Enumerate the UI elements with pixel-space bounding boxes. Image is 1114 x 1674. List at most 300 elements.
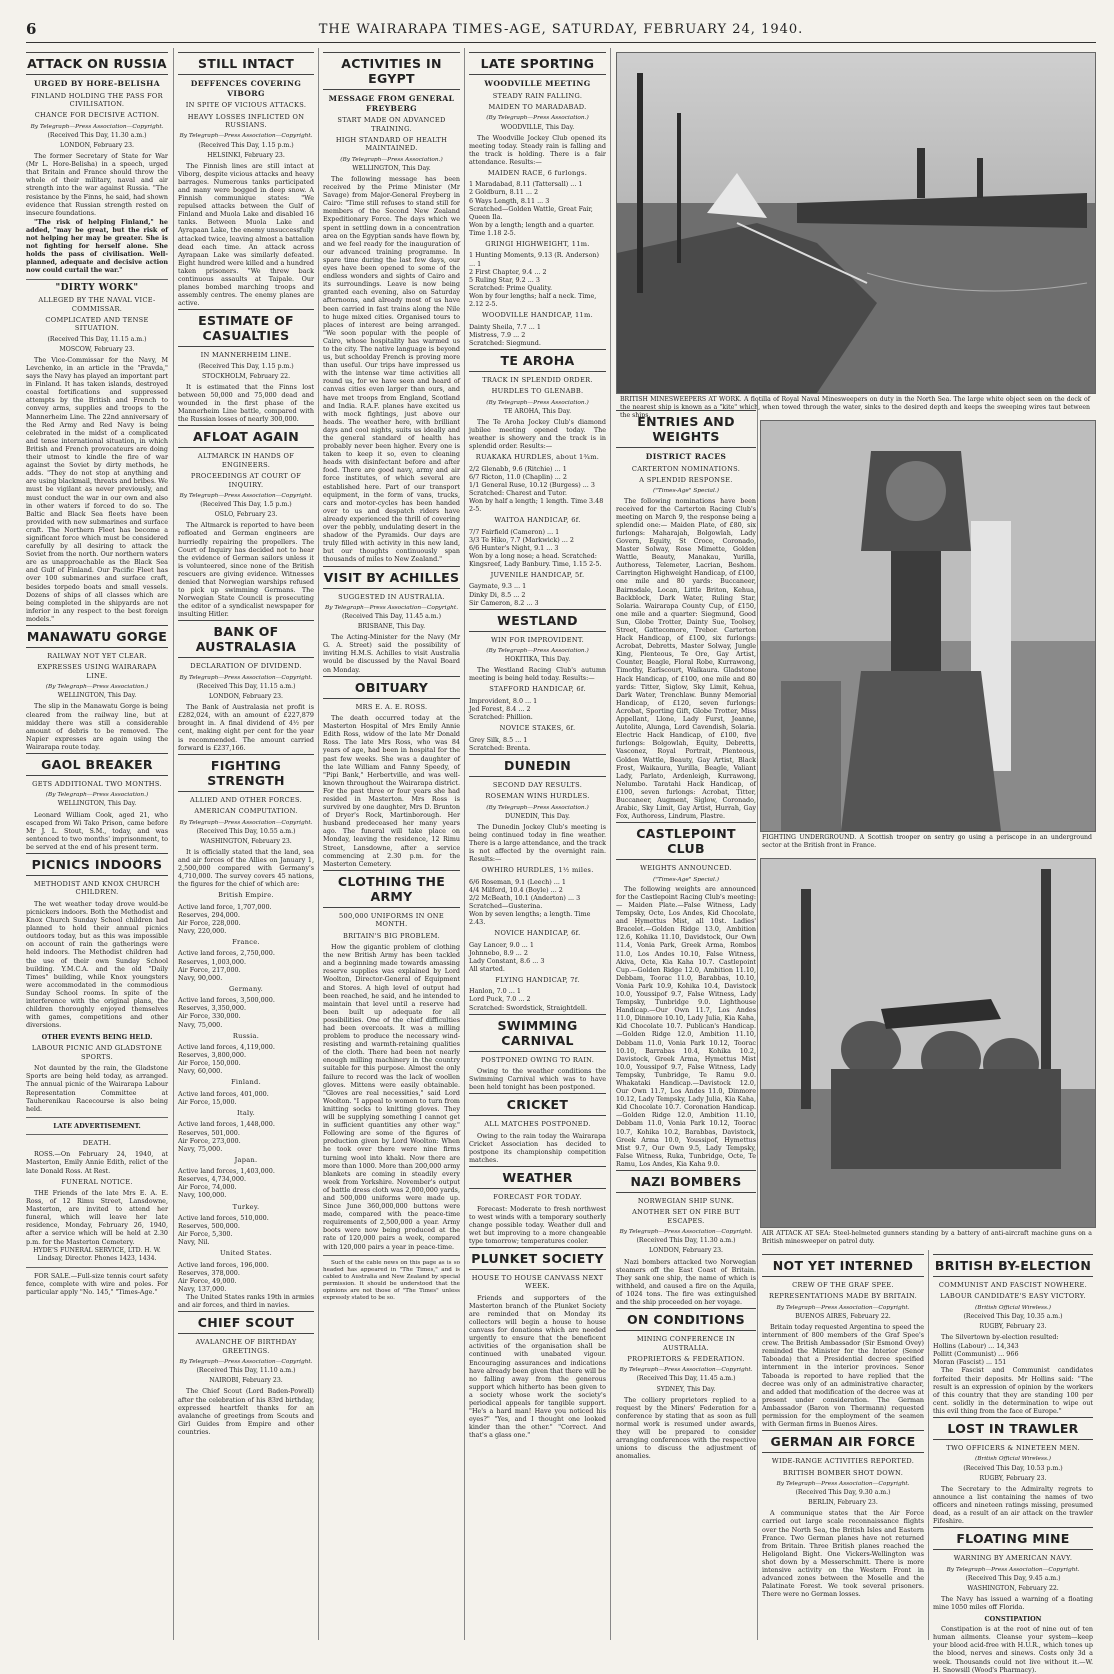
subhead: REPRESENTATIONS MADE BY BRITAIN. <box>768 1292 918 1301</box>
received-time: (Received This Day, 10.55 a.m.) <box>196 827 296 835</box>
list-item: 2 First Chapter, 9.4 ... 2 <box>469 267 547 276</box>
photo-caption-minesweepers: BRITISH MINESWEEPERS AT WORK. A flotilla of Royal Naval Minesweepers on duty in the North Sea. The large white object seen on the deck of the nearest ship is known as a "kite" which, when towed through the water, sinks to the desired depth and keeps the sweeping wires taut between the ships. <box>620 396 1090 419</box>
byline: (By Telegraph—Press Association.) <box>45 792 149 799</box>
dateline: TE AROHA, This Day. <box>503 407 572 415</box>
divider <box>26 279 168 280</box>
list-item: Reserves, 1,003,000. <box>178 957 247 966</box>
list-item: Scratched—Golden Wattle, Great Fair, Queen Ila. <box>469 204 593 221</box>
list-item: Navy, 75,000. <box>178 1144 223 1153</box>
list-item: Active land forces, 4,119,000. <box>178 1043 275 1052</box>
column-rule <box>464 48 465 1640</box>
list-item: Scratched—Gusterina. <box>469 901 543 910</box>
received-time: (Received This Day, 10.35 a.m.) <box>963 1312 1063 1320</box>
subhead: START MADE ON ADVANCED TRAINING. <box>337 116 446 133</box>
list-subheading: OWHIRO HURDLES, 1½ miles. <box>481 866 594 875</box>
subhead: AVALANCHE OF BIRTHDAY GREETINGS. <box>195 1338 297 1355</box>
subhead: HURDLES TO GLENABB. <box>491 387 584 396</box>
headline-on-conditions: ON CONDITIONS <box>616 1308 756 1331</box>
subhead: FINLAND HOLDING THE PASS FOR CIVILISATION. <box>31 91 163 108</box>
headline-german-air-force: GERMAN AIR FORCE <box>762 1430 924 1453</box>
byline: ("Times-Age" Special.) <box>653 876 719 883</box>
dateline: WELLINGTON, This Day. <box>352 164 431 172</box>
received-time: (Received This Day, 11.15 a.m.) <box>47 335 147 343</box>
subhead: PROCEEDINGS AT COURT OF INQUIRY. <box>190 472 302 489</box>
article-body: Owing to the weather conditions the Swimming Carnival which was to have been held tonight has been postponed. <box>469 1067 606 1092</box>
death-notice-heading: DEATH. <box>82 1138 112 1147</box>
dateline: OSLO, February 23. <box>214 511 278 519</box>
received-time: (Received This Day, 9.45 a.m.) <box>965 1574 1061 1582</box>
article-body: The following message has been received by the Prime Minister (Mr Savage) from Major-General Freyberg in Cairo: "Time still refuses to stand still for members of the Second New Zealand Expeditionary Force. The days which we spent in settling down in a concentration area on the Egyptian sands have flown by, and we feel ready for the inauguration of our advanced training programme. In spare time during the last few days, our eyes have been opened to some of the endless wonders and sights of Cairo and its surroundings. Leave is now being granted each evening, also on Saturday afternoons, and already most of us have been carried in fast trains along the Nile to huge mixed cities. Organised tours to places of interest are being arranged. "We soon popular with the people of Cairo, whose hospitality has warmed us to the city. The native language is beyond us, but schoolday French is proving more than useful. Our trips have impressed us with the intense war time activities all round us, for we have seen and heard of canvas cities even larger than ours, and have met troops from England, Scotland and India. R.A.F. planes have excited us with mock fightings, just above our heads. The weather here, with brilliant days and cool nights, suits us ideally and the general standard of health has probably never been higher. Every one is taken to keep it so, even to cleaning heads with disinfectant before and after food. There are good navy, army and air force institutes, of which several are established here. Part of our transport equipment, in the form of vans, trucks, cars and motor-cycles has been handed over to us and despatch riders have already experienced the thrill of covering over the pebbly, undulating desert in the shadow of the Pyramids. Our days are truly filled with activity in this new land, but our thoughts continuously span thousands of miles to New Zealand." <box>323 175 460 564</box>
column-rule <box>173 48 174 1640</box>
dateline: SYDNEY, This Day. <box>656 1385 716 1393</box>
subhead: COMPLICATED AND TENSE SITUATION. <box>45 315 149 333</box>
headline-clothing-the-army: CLOTHING THE ARMY <box>323 870 460 908</box>
list-item: Lady Constant, 8.6 ... 3 <box>469 956 545 965</box>
cable-footnote: Such of the cable news on this page as is so headed has appeared in "The Times," and is cabled to Australia and New Zealand by special permission. It should be understood that the opinions are not those of "The Times" unless expressly stated to be so. <box>323 1259 460 1301</box>
list-item: Reserves, 294,000. <box>178 910 240 919</box>
article-body: The Acting-Minister for the Navy (Mr G. A. Street) said the possibility of inviting H.M.S. Achilles to visit Australia would be discussed by the Naval Board on Monday. <box>323 633 460 674</box>
list-item: Johnnebo, 8.9 ... 2 <box>469 948 528 957</box>
received-time: (Received This Day, 11.15 a.m.) <box>196 682 296 690</box>
subhead: NORWEGIAN SHIP SUNK. <box>637 1197 735 1206</box>
dateline: LONDON, February 23. <box>208 693 284 701</box>
byline: (British Official Wireless.) <box>974 1304 1052 1311</box>
byline: (By Telegraph—Press Association.) <box>486 115 589 122</box>
list-subheading: FLYING HANDICAP, 7f. <box>495 975 580 984</box>
article-body: It is officially stated that the land, sea and air forces of the Allies on January 1, 2,500,000 compared with Germany's 4,710,000. The survey covers 45 nations, the figures for the chief of which are: <box>178 847 314 889</box>
received-time: (Received This Day, 11.10 a.m.) <box>196 1367 296 1375</box>
article-body: Not daunted by the rain, the Gladstone Sports are being held today, as arranged. The annual picnic of the Wairarapa Labour Representation Committee at Tauherenikau Racecourse is also being held. <box>26 1064 168 1113</box>
article-body: Owing to the rain today the Wairarapa Cricket Association has decided to postpone its championship competition matches. <box>469 1131 606 1165</box>
list-subheading: MAIDEN RACE, 6 furlongs. <box>487 168 588 177</box>
dateline: WOODVILLE, This Day. <box>500 123 575 131</box>
byline: By Telegraph—Press Association—Copyright. <box>776 1481 910 1488</box>
funeral-firm: HYDE'S FUNERAL SERVICE, LTD. H. W. Lindsay, Director. Phones 1423, 1434. <box>33 1246 161 1262</box>
subhead: RAILWAY NOT YET CLEAR. <box>47 652 147 660</box>
dateline: RUGBY, February 23. <box>979 1323 1047 1330</box>
received-time: (Received This Day, 9.30 a.m.) <box>795 1489 891 1497</box>
list-item: 6/6 Roseman, 9.1 (Leech) ... 1 <box>469 877 566 886</box>
list-item: 1 Maradabad, 8.11 (Tattersall) ... 1 <box>469 180 583 189</box>
list-item: Active land forces, 3,500,000. <box>178 996 275 1005</box>
list-item: Moran (Fascist) ... 151 <box>933 1358 1007 1367</box>
subhead: FORECAST FOR TODAY. <box>493 1193 582 1202</box>
divider <box>323 1255 460 1256</box>
headline-bank-of-australasia: BANK OF AUSTRALASIA <box>178 620 314 658</box>
headline-swimming-carnival: SWIMMING CARNIVAL <box>469 1014 606 1052</box>
byline: By Telegraph—Press Association—Copyright. <box>179 1359 313 1366</box>
list-subheading: British Empire. <box>218 891 274 900</box>
headline-afloat-again: AFLOAT AGAIN <box>178 425 314 448</box>
list-item: 1 Hunting Moments, 9.13 (R. Anderson) ... 1 <box>469 251 600 268</box>
subhead: TWO OFFICERS & NINETEEN MEN. <box>946 1444 1080 1453</box>
list-item: Reserves, 4,734,000. <box>178 1175 247 1184</box>
list-item: Hollins (Labour) ... 14,343 <box>933 1342 1019 1351</box>
headline-dunedin: DUNEDIN <box>469 754 606 777</box>
list-subheading: France. <box>232 938 260 947</box>
list-item: Lord Puck, 7.0 ... 2 <box>469 995 531 1004</box>
headline-not-yet-interned: NOT YET INTERNED <box>762 1254 924 1277</box>
list-subheading: GRINGI HIGHWEIGHT, 11m. <box>485 240 590 249</box>
byline: By Telegraph—Press Association—Copyright. <box>619 1367 753 1374</box>
funeral-notice-heading: FUNERAL NOTICE. <box>61 1177 133 1186</box>
subhead: CREW OF THE GRAF SPEE. <box>792 1281 894 1289</box>
dateline: WELLINGTON, This Day. <box>57 800 137 808</box>
race-results <box>469 453 606 607</box>
dateline: NAIROBI, February 23. <box>209 1377 283 1385</box>
subhead: HEAVY LOSSES INFLICTED ON RUSSIANS. <box>187 112 305 129</box>
list-item: Scratched: Swordstick, Straightdell. <box>469 1003 588 1012</box>
headline-nazi-bombers: NAZI BOMBERS <box>616 1170 756 1193</box>
article-body: The Silvertown by-election resulted: <box>941 1333 1059 1342</box>
race-results <box>469 866 606 1011</box>
list-item: Won by four lengths; half a neck. Time, 2.12 2-5. <box>469 291 597 308</box>
list-item: Navy, 220,000. <box>178 926 227 935</box>
list-item: Gaymate, 9.3 ... 1 <box>469 582 527 591</box>
headline-cricket: CRICKET <box>469 1093 606 1116</box>
headline-entries-and-weights: ENTRIES AND WEIGHTS <box>616 410 756 448</box>
subhead: GETS ADDITIONAL TWO MONTHS. <box>32 779 162 788</box>
headline-plunket-society: PLUNKET SOCIETY <box>469 1247 606 1270</box>
article-body: The Vice-Commissar for the Navy, M Levchenko, in an article in the "Pravda," says the Navy has played an important part in Finland. It has taken islands, destroyed coastal fortifications and suppressed attempts by the British and French to convey arms, supplies and troops to the Mannerheim Line. The 22nd anniversary of the Red Army and Red Navy is being celebrated in the midst of a complicated and tense international situation, in which British and French provocateurs are doing their utmost to kindle the fire of war against the Soviet by dirty methods, he adds. "They do not stop at anything and are using blackmail, threats and bribes. We must be vigilant as never previously, and must conduct the war in our own and also in other waters if forced to do so. The Baltic and Black Sea fleets have been provided with new submarines and surface craft. The Northern Fleet has become a significant force which must be considered carefully by all desiring to attack the Soviet from the north. Our northern waters are as unapproachable as the Black Sea and Gulf of Finland. Our Pacific Fleet has over 100 submarines and surface craft, besides torpedo boats and small vessels. Dozens of ships of all classes which are being completed in the shipyards are not inferior in any respect to the best foreign models." <box>26 355 168 623</box>
list-item: 1/1 General Ruse, 10.12 (Burgess) ... 3 <box>469 480 595 489</box>
subhead: TRACK IN SPLENDID ORDER. <box>482 375 593 384</box>
list-item: Air Force, 217,000. <box>178 965 241 974</box>
dateline: BRISBANE, This Day. <box>357 623 426 631</box>
article-body: The Woodville Jockey Club opened its meeting today. Steady rain is falling and the track is holding. There is a fair attendance. Results:— <box>469 133 606 166</box>
article-body: The slip in the Manawatu Gorge is being cleared from the railway line, but at midday there was still a considerable amount of debris to be removed. The Napier expresses are again using the Wairarapa route today. <box>26 702 168 751</box>
list-item: Won by seven lengths; a length. Time 2.43. <box>469 910 591 927</box>
subhead: IN MANNERHEIM LINE. <box>200 351 292 360</box>
list-item: Air Force, 49,000. <box>178 1276 237 1285</box>
subhead: WEIGHTS ANNOUNCED. <box>640 864 732 873</box>
photo-caption-fighting-underground: FIGHTING UNDERGROUND. A Scottish trooper on sentry go using a periscope in an underground sector at the British front in France. <box>762 834 1092 849</box>
race-results <box>469 169 606 347</box>
byline: (By Telegraph—Press Association.) <box>340 156 443 163</box>
list-item: Active land forces, 510,000. <box>178 1213 269 1222</box>
subhead: DISTRICT RACES <box>645 452 727 461</box>
subhead: HOUSE TO HOUSE CANVASS NEXT WEEK. <box>471 1274 604 1291</box>
list-item: Air Force, 228,000. <box>178 918 241 927</box>
article-body: Britain today requested Argentina to speed the internment of 800 members of the Graf Spee's crew. The British Ambassador (Sir Esmond Ovey) reminded the Minister for the Interior (Senor Taboada) that a Presidential decree specified internment in the interior provinces. Senor Taboada is reported to have replied that the decree was only of an administrative character, and added that modification of the decree was at present under consideration. The German Ambassador (Baron von Thermann) requested permission for the employment of the seamen with German firms in Buenos Aires. <box>762 1323 924 1429</box>
list-item: 7/7 Fairfield (Cameron) ... 1 <box>469 527 560 536</box>
masthead <box>26 20 1096 43</box>
subhead: CHANCE FOR DECISIVE ACTION. <box>34 111 160 120</box>
article-body: The United States ranks 19th in armies and air forces, and third in navies. <box>178 1293 314 1310</box>
byline: (By Telegraph—Press Association.) <box>486 648 589 655</box>
divider <box>26 1134 168 1135</box>
subhead: ALLEGED BY THE NAVAL VICE-COMMISSAR. <box>38 296 156 313</box>
subhead: LABOUR PICNIC AND GLADSTONE SPORTS. <box>31 1044 163 1061</box>
list-item: 2 Goldburn, 8.11 ... 2 <box>469 188 539 197</box>
subhead: METHODIST AND KNOX CHURCH CHILDREN. <box>33 880 161 897</box>
article-body: Friends and supporters of the Masterton branch of the Plunket Society are reminded that on Monday its collectors will begin a house to house canvass for donations which are needed urgently to ensure that the beneficent activities of the organisation shall be continued with unabated vigour. Encouraging assurances and indications have already been given that there will be no falling away from the generous support which hitherto has been given to a society whose work the society's periodical appeals for tangible support. "He's a hard man! Have you noticed his eyes?" "Yes, and I thought one looked kinder than the other." "Correct. And that's a glass one." <box>469 1293 606 1440</box>
list-subheading: RUAKAKA HURDLES, about 1¾m. <box>475 453 600 462</box>
dateline: WASHINGTON, February 23. <box>200 837 292 845</box>
headline-obituary: OBITUARY <box>323 676 460 699</box>
subhead: STEADY RAIN FALLING. <box>492 91 583 100</box>
list-item: Scratched: Phillion. <box>469 713 533 722</box>
dateline: STOCKHOLM, February 22. <box>201 372 291 380</box>
list-item: Scratched: Charest and Tutor. <box>469 488 567 497</box>
headline-floating-mine: FLOATING MINE <box>933 1527 1093 1550</box>
subhead: WIDE-RANGE ACTIVITIES REPORTED. <box>771 1457 915 1466</box>
subhead: WARNING BY AMERICAN NAVY. <box>953 1554 1073 1563</box>
list-item: Active land forces, 401,000. <box>178 1089 269 1098</box>
list-subheading: Russia. <box>232 1031 260 1040</box>
subhead: CARTERTON NOMINATIONS. <box>631 464 741 473</box>
article-body: The Fascist and Communist candidates forfeited their deposits. Mr Hollins said: "The result is an expression of opinion by the workers of this country that they are standing 100 per cent. solidly in the determination to wipe out this evil thing from the face of Europe." <box>933 1366 1093 1415</box>
headline-picnics-indoors: PICNICS INDOORS <box>26 853 168 876</box>
headline-british-by-election: BRITISH BY-ELECTION <box>933 1254 1093 1277</box>
article-body: How the gigantic problem of clothing the new British Army has been tackled and a beginning made towards amassing reserve supplies was explained by Lord Woolton, Director-General of Equipment and Stores. A high level of output had been reached, he said, and he intended to maintain that level until a reserve had been built up adequate for all possibilities. One of the chief difficulties had been overcoats. It was a milling problem to produce the necessary wind-resisting and warmth-retaining qualities of the cloth. There had been not nearly enough milling machinery in the country suitable for this purpose. Almost the only failure to record was the lack of woollen gloves. Mittens were easily obtainable. "Gloves are real necessities," said Lord Woolton. "I appeal to women to turn from knitting socks to knitting gloves. They will be supplying something I cannot get in sufficient quantities any other way." Following are some of the figures of production given by Lord Woolton: When he took over there were nine firms turning wool into khaki. Now there are more than 1000. More than 200,000 army blankets are coming in steadily every week from Yorkshire. November's output of battle dress cloth was 2,000,000 yards, and 500,000 uniforms were made up. Since June 360,000,000 buttons were made, compared with the peace-time requirements of 2,500,000 a year. Army boots were now being produced at the rate of 120,000 pairs a week, compared with 120,000 pairs a year in peace-time. <box>323 943 460 1251</box>
subhead: ANOTHER SET ON FIRE BUT ESCAPES. <box>632 1208 740 1225</box>
list-item: Navy, 90,000. <box>178 973 223 982</box>
received-time: (Received This Day, 11.30 a.m.) <box>636 1237 736 1245</box>
column-2 <box>178 50 314 1640</box>
headline-lost-in-trawler: LOST IN TRAWLER <box>933 1417 1093 1440</box>
masthead-title: THE WAIRARAPA TIMES-AGE, SATURDAY, FEBRUARY 24, 1940. <box>318 22 804 37</box>
article-body: The Westland Racing Club's autumn meeting is being held today. Results:— <box>469 666 606 683</box>
received-time: (Received This Day, 1.5 p.m.) <box>200 501 292 509</box>
headline-fighting-strength: FIGHTING STRENGTH <box>178 754 314 792</box>
list-item: Dainty Sheila, 7.7 ... 1 <box>469 322 541 331</box>
dateline: DUNEDIN, This Day. <box>505 812 570 820</box>
photo-caption-air-attack: AIR ATTACK AT SEA: Steel-helmeted gunners standing by a battery of anti-aircraft machine guns on a British minesweeper on patrol duty. <box>762 1230 1092 1245</box>
column-4 <box>469 50 606 1640</box>
byline: By Telegraph—Press Association—Copyright. <box>619 1229 753 1236</box>
list-item: Reserves, 500,000. <box>178 1222 240 1231</box>
list-item: 6/7 Ricton, 11.0 (Chaplin) ... 2 <box>469 472 567 481</box>
subhead: MESSAGE FROM GENERAL FREYBERG <box>328 94 455 113</box>
list-item: Grey Silk, 8.5 ... 1 <box>469 735 528 744</box>
column-3 <box>323 50 460 1640</box>
list-item: Active land forces, 2,750,000. <box>178 949 275 958</box>
headline-gaol-breaker: GAOL BREAKER <box>26 753 168 776</box>
column-rule <box>757 400 758 1640</box>
received-time: (Received This Day, 11.30 a.m.) <box>47 131 147 139</box>
dateline: LONDON, February 23. <box>648 1247 724 1255</box>
photo-fighting-underground <box>760 420 1096 832</box>
article-body: The death occurred today at the Masterton Hospital of Mrs Emily Annie Edith Ross, widow of the late Mr Donald Ross. The late Mrs Ross, who was 84 years of age, had been in hospital for the past few weeks. She was a daughter of the late William and Fanny Speedy, of "Pipi Bank," Herbertville, and was well-known throughout the Wairarapa district. For the past three or four years she had resided in Masterton. Mrs Ross is survived by one daughter, Mrs D. Brunton of Dryer's Rock, Martinborough. Her husband predeceased her many years ago. The funeral will take place on Monday, leaving the residence, 12 Rimu Street, Lansdowne, after a service commencing at 2.30 p.m. for the Masterton Cemetery. <box>323 714 460 868</box>
list-item: Reserves, 3,350,000. <box>178 1004 247 1013</box>
list-item: Scratched: Brenta. <box>469 743 531 752</box>
subhead: WIN FOR IMPROVIDENT. <box>490 635 585 644</box>
list-item: Air Force, 150,000. <box>178 1059 241 1068</box>
article-body: The Finnish lines are still intact at Viborg, despite vicious attacks and heavy barrages. Numerous tanks participated and many were bogged in deep snow. A Finnish communique states: "We repulsed attacks between the Gulf of Finland and Muola Lake and disabled 16 tanks. Between Muola Lake and Ayrapaan Lake, the enemy unsuccessfully attacked twice, leaving almost a battalion dead each time. An attack across Ayrapaan Lake was similarly defeated. Eight hundred were killed and a hundred taken prisoners. "We threw back continuous assaults at Taipale. Our planes bombed marching troops and assembly centres. The enemy planes are active. <box>178 161 314 308</box>
byline: By Telegraph—Press Association—Copyright. <box>179 493 313 500</box>
list-subheading: Italy. <box>236 1109 256 1117</box>
subhead: ROSEMAN WINS HURDLES. <box>485 792 590 801</box>
article-body: The colliery proprietors replied to a request by the Miners' Federation for a conference by stating that as soon as full normal work is resumed under awards, they will be prepared to consider arranging conferences with the respective unions to discuss the adjustment of anomalies. <box>616 1395 756 1461</box>
byline: (British Official Wireless.) <box>974 1456 1052 1463</box>
list-item: Navy, 137,000. <box>178 1285 227 1294</box>
list-item: 6 Ways Length, 8.11 ... 3 <box>469 196 550 205</box>
dateline: WELLINGTON, This Day. <box>57 692 137 700</box>
subhead: DEFFENCES COVERING VIBORG <box>190 79 302 98</box>
column-rule <box>928 1250 929 1640</box>
column-6b <box>933 1252 1093 1674</box>
article-body: Nazi bombers attacked two Norwegian steamers off the East Coast of Britain. They sank one ship, the name of which is withheld, and caused a fire on the Aquila, of 1024 tons. The fire was extinguished and the ship proceeded on her voyage. <box>616 1257 756 1306</box>
page-number: 6 <box>26 20 38 38</box>
subhead: SUGGESTED IN AUSTRALIA. <box>338 592 445 601</box>
subhead: POSTPONED OWING TO RAIN. <box>480 1055 595 1064</box>
list-item: Won by a length; length and a quarter. Time 1.18 2-5. <box>469 220 595 237</box>
subhead: A SPLENDID RESPONSE. <box>639 476 733 484</box>
list-item: Navy, Nil. <box>178 1238 210 1247</box>
list-item: Mistress, 7.9 ... 2 <box>469 330 526 339</box>
article-body: A communique states that the Air Force carried out large scale reconnaissance flights over the North Sea, the British Isles and Eastern France. Two German planes have not returned from Britain. Three British planes reached the Heligoland Bight. One Vickers-Wellington was shot down by a Messerschmitt. There is more intensive activity on the Western Front in advanced zones between the Moselle and the Palatinate Forest. We took several prisoners. There were no German losses. <box>762 1509 924 1599</box>
column-rule <box>610 48 611 1640</box>
byline: By Telegraph—Press Association—Copyright. <box>946 1566 1080 1573</box>
list-item: Scratched: Siegmund. <box>469 338 541 347</box>
byline: (By Telegraph—Press Association.) <box>45 684 149 691</box>
funeral-notice: THE Friends of the late Mrs E. A. E. Ross, of 12 Rimu Street, Lansdowne, Masterton, are invited to attend her funeral, which will leave her late residence, Monday, February 26, 1940, after a service which will be held at 2.30 p.m. for the Masterton Cemetery. <box>26 1189 168 1246</box>
list-item: Air Force, 330,000. <box>178 1012 241 1021</box>
list-item: Pollitt (Communist) ... 966 <box>933 1350 1019 1359</box>
article-body: The former Secretary of State for War (Mr L. Hore-Belisha) in a speech, urged that Britain and France should throw the whole of their military, naval and air strength into the war against Russia. "The resistance by the Finns, he said, had shown evidence that Russian strength rested on insecure foundations. <box>26 152 168 217</box>
list-subheading: Finland. <box>231 1078 261 1087</box>
article-body: The following weights are announced for the Castlepoint Racing Club's meeting:— Maiden Plate.—False Witness, Lady Tempsky, Octe, Los Andes, Kid Chocolate, and Hymettus Mist, all 10st. Ladies' Bracelet.—Golden Ridge 13.0, Ambition 12.6, Kohika 11.10, Davidstock, Our Own 11.4, Vonia Park, Greek Arma, Rombos 11.0, Los Andes 10.10, False Witness, Akiva, Octe, Kia Kaha 10.7. Castlepoint Cup.—Golden Ridge 12.0, Ambition 11.10, Debbam, Toorac 11.0, Barabbas, 10.10, Vonia Park 10.9, Kohika 10.4, Davistock 10.0, Youssipof 9.7, False Witness, Lady Tempsky, Tunbridge 9.0. Lighthouse Handicap.—Our Own 11.7, Los Andes 11.0, Dinmore 10.10, Lady Julia, Kia Kaha, Kid Chocolate 10.7. Publican's Handicap.—Golden Ridge 12.0, Ambition 11.10, Debbam 11.0, Vonia Park 10.12, Toorac 10.10, Barrabas 10.4, Kohika 10.2, Davistock, Greek Arma, Hymettus Mist 10.0, Youssipof 9.7, False Witness, Lady Tempsky, Tunbridge, Te Ramu 9.0. Whakataki Handicap.—Davistock 12.0, Our Own 11.7, Los Andes 11.0, Dinmore 10.12, Lady Tempsky, Lady Julia, Kia Kaha, Kid Chocolate 10.7. Coronation Handicap.—Golden Ridge 12.0, Ambition 11.10, Debbam 11.0, Vonia Park 10.12, Toorac 10.7, Kohika 10.2, Barabbas, Davistock, Greek Arma 10.0, Youssipof, Hymettus Mist 9.7, Our Own 9.5, Lady Tempsky, False Witness, Ruka, Tunbridge, Octe, Te Ramu, Los Andes, Kia Kaha 9.0. <box>616 884 756 1168</box>
received-time: (Received This Day, 11.45 a.m.) <box>636 1375 736 1383</box>
subhead: HIGH STANDARD OF HEALTH MAINTAINED. <box>335 136 448 153</box>
list-item: Hanlon, 7.0 ... 1 <box>469 987 521 996</box>
list-item: Reserves, 501,000. <box>178 1128 240 1137</box>
article-body: It is estimated that the Finns lost between 50,000 and 75,000 dead and wounded in the first phase of the Mannerheim Line battle, compared with the Russian losses of nearly 300,000. <box>178 382 314 424</box>
list-item: Active land forces, 1,403,000. <box>178 1167 275 1176</box>
article-body: The Secretary to the Admiralty regrets to announce a list containing the names of two officers and nineteen ratings missing, presumed dead, as a result of an air attack on the trawler Fifeshire. <box>933 1484 1093 1526</box>
byline: By Telegraph—Press Association—Copyright. <box>30 123 164 130</box>
received-time: (Received This Day, 10.53 p.m.) <box>963 1464 1063 1472</box>
article-body: The Te Aroha Jockey Club's diamond jubilee meeting opened today. The weather is showery and the track is in splendid order. Results:— <box>469 417 606 451</box>
list-item: Improvident, 8.0 ... 1 <box>469 696 538 705</box>
dateline: WASHINGTON, February 22. <box>967 1584 1059 1592</box>
dateline: HELSINKI, February 23. <box>207 151 285 159</box>
headline-estimate-of-casualties: ESTIMATE OF CASUALTIES <box>178 309 314 347</box>
headline-late-sporting: LATE SPORTING <box>469 52 606 75</box>
received-time: (Received This Day, 1.15 p.m.) <box>198 141 294 149</box>
list-item: Air Force, 15,000. <box>178 1097 237 1106</box>
byline: By Telegraph—Press Association—Copyright. <box>179 674 313 681</box>
list-item: 2/2 McBeath, 10.1 (Anderton) ... 3 <box>469 893 581 902</box>
subhead: IN SPITE OF VICIOUS ATTACKS. <box>185 101 307 110</box>
byline: By Telegraph—Press Association—Copyright. <box>179 819 313 826</box>
election-results <box>933 1342 1093 1366</box>
list-item: Air Force, 273,000. <box>178 1136 241 1145</box>
dateline: BERLIN, February 23. <box>808 1499 878 1507</box>
byline: By Telegraph—Press Association—Copyright. <box>776 1304 910 1311</box>
list-item: Scratched: Prime Quality. <box>469 283 553 292</box>
subhead: BRITAIN'S BIG PROBLEM. <box>342 931 441 940</box>
divider <box>26 1267 168 1268</box>
byline: ("Times-Age" Special.) <box>653 488 719 495</box>
forces-list <box>178 891 314 1293</box>
headline-te-aroha: TE AROHA <box>469 349 606 372</box>
divider <box>26 1117 168 1118</box>
classified-ad: FOR SALE.—Full-size tennis court safety fence, complete with wire and poles. For particular apply "No. 145," "Times-Age." <box>26 1271 168 1297</box>
list-item: Reserves, 3,800,000. <box>178 1051 247 1060</box>
subhead: LABOUR CANDIDATE'S EASY VICTORY. <box>940 1292 1086 1301</box>
subhead: AMERICAN COMPUTATION. <box>194 807 298 816</box>
list-item: Air Force, 74,000. <box>178 1183 237 1192</box>
headline-activities-in-egypt: ACTIVITIES IN EGYPT <box>323 52 460 90</box>
subhead: DECLARATION OF DIVIDEND. <box>190 662 302 671</box>
headline-castlepoint-club: CASTLEPOINT CLUB <box>616 822 756 860</box>
article-body: The following nominations have been received for the Carterton Racing Club's meeting on March 9, the response being a splendid one:— Maiden Plate, of £80, six furlongs: Maharajah, Bolgowlah, Lady Govern, Equity, St Croce, Coronado, Master Solway, Rose Mimette, Golden Wattle, Beauty, Manakau, Yurilla, Authoress, Telemeter, Lacrian, Beshom. Carrington Highweight Handicap, of £100, one mile and 80 yards: Buccaneer, Bairnsdale, Locan, Little Briton, Kehua, Backblock, Dark Water, Ruling Star, Solaria. Wairarapa County Cup, of £150, one mile and a quarter: Siegmund, Good Sun, Globe Trotter, Dainty Sue, Toolsey, Street, Gattecomore, Trebor. Carterton Hack Handicap, of £100, six furlongs: Acrobat, Debretts, Master Solway, Jungle King, Plenteous, Te Ore, Gay Artist, Counter, Beagle, Floral Robe, Kurrawong, Timothy, Earlscourt, Walkaura. Gladstone Hack Handicap, of £100, one mile and 80 yards: Titter, Siglow, Sky Limit, Kehua, Dark Water, Trenchlaw. Bunny Memorial Handicap, of £120, seven furlongs: Acrobat, Sporting Gift, Globe Trotter, Miss Appellant, Llone, Lady Furst, Jeanne, Autolite, Alunga, Lord Cavendish, Solaria. Electric Hack Handicap, of £100, five furlongs: Bolgowlah, Equity, Debretts, Vasconez, Royal Portrait, Plenteous, Golden Wattle, Beauty, Gay Artist, Black Frost, Waikaura, Yurilla, Beagle, Valiant Lady, Parlato, Ardenleigh, Kurrawong, Nelumbo. Taratahi Hack Handicap, of £100, seven furlongs: Acrobat, Titter, Buccaneer, Augment, Siglow, Coronado, Arabic, Sky Limit, Gay Artist, Hurrah, Gay Fox, Authoress, Lindrum, Plastre. <box>616 496 756 821</box>
article-body: Leonard William Cook, aged 21, who escaped from Wi Tako Prison, came before Mr J. L. Stout, S.M., today, and was sentenced to two months' imprisonment, to be served at the end of his present term. <box>26 810 168 851</box>
headline-westland: WESTLAND <box>469 609 606 632</box>
dateline: BUENOS AIRES, February 22. <box>795 1312 891 1320</box>
list-item: Gay Lancer, 9.0 ... 1 <box>469 940 534 949</box>
list-item: Active land force, 1,707,000. <box>178 902 272 911</box>
subhead: WOODVILLE MEETING <box>484 79 591 88</box>
list-item: Navy, 60,000. <box>178 1067 223 1076</box>
list-item: All started. <box>469 964 505 973</box>
list-item: Jed Forest, 8.4 ... 2 <box>469 704 531 713</box>
late-advertisement-heading: LATE ADVERTISEMENT. <box>53 1121 141 1130</box>
list-item: Reserves, 378,000. <box>178 1268 240 1277</box>
article-body: The Dunedin Jockey Club's meeting is being continued today in fine weather. There is a large attendance, and the track is not affected by the overnight rain. Results:— <box>469 822 606 864</box>
advertisement-heading: CONSTIPATION <box>984 1615 1042 1624</box>
subhead: COMMUNIST AND FASCIST NOWHERE. <box>938 1281 1088 1289</box>
subhead: ALTMARCK IN HANDS OF ENGINEERS. <box>197 452 295 469</box>
list-item: Navy, 75,000. <box>178 1020 223 1029</box>
list-subheading: Turkey. <box>232 1202 260 1211</box>
column-1 <box>26 50 168 1640</box>
article-body: The Bank of Australasia net profit is £282,024, with an amount of £227,879 brought in. A final dividend of 4½ per cent, making eight per cent for the year is recommended. The amount carried forward is £237,166. <box>178 703 314 752</box>
list-item: Won by a long nose; a head. Scratched: Kingsreef, Lady Banbury. Time, 1.15 2-5. <box>469 551 602 568</box>
subhead: MINING CONFERENCE IN AUSTRALIA. <box>636 1335 736 1352</box>
list-item: Sir Cameron, 8.2 ... 3 <box>469 598 539 607</box>
list-subheading: WOODVILLE HANDICAP, 11m. <box>481 311 593 320</box>
headline-manawatu-gorge: MANAWATU GORGE <box>26 625 168 648</box>
photo-air-attack-at-sea <box>760 858 1096 1228</box>
article-body: The Navy has issued a warning of a floating mine 1050 miles off Florida. <box>933 1594 1093 1611</box>
article-body: "The risk of helping Finland," he added, "may be great, but the risk of not helping her may be greater. She is not fighting for herself alone. She holds the pass of civilisation. Well-planned, adequate and decisive action now could curtail the war." <box>26 217 168 275</box>
headline-chief-scout: CHIEF SCOUT <box>178 1311 314 1334</box>
subhead: OTHER EVENTS BEING HELD. <box>41 1033 153 1042</box>
list-item: Won by half a length; 1 length. Time 3.48 2-5. <box>469 496 604 514</box>
subhead: ALL MATCHES POSTPONED. <box>484 1120 591 1129</box>
article-body: The Chief Scout (Lord Baden-Powell) after the celebration of his 83rd birthday, expressed heartfelt thanks for an avalanche of greetings from Scouts and Girl Guides from Empire and other countries. <box>178 1387 314 1436</box>
headline-dirty-work: "DIRTY WORK" <box>55 282 139 293</box>
list-subheading: JUVENILE HANDICAP, 5f. <box>490 571 585 579</box>
subhead: SECOND DAY RESULTS. <box>492 780 583 789</box>
subhead: 500,000 UNIFORMS IN ONE MONTH. <box>339 911 444 929</box>
received-time: (Received This Day, 1.15 p.m.) <box>198 362 294 370</box>
byline: By Telegraph—Press Association—Copyright. <box>179 133 313 140</box>
byline: (By Telegraph—Press Association.) <box>486 804 589 811</box>
list-item: 2/2 Glenabb, 9.6 (Ritchie) ... 1 <box>469 464 567 473</box>
dateline: MOSCOW, February 23. <box>59 345 135 353</box>
advertisement: Constipation is at the root of nine out of ten human ailments. Cleanse your system—keep your blood acid-free with H.U.R., which tones up the blood, nerves and sinews. Costs only 3d a week. Thousands could not live without it.—W. H. Snowsill (Wood's Pharmacy). <box>933 1625 1093 1674</box>
column-6a <box>762 1252 924 1640</box>
race-results <box>469 685 606 751</box>
headline-still-intact: STILL INTACT <box>178 52 314 75</box>
list-item: Air Force, 5,300. <box>178 1230 233 1239</box>
headline-weather: WEATHER <box>469 1166 606 1189</box>
article-body: The wet weather today drove would-be picnickers indoors. Both the Methodist and Knox Church Sunday School children had planned to hold their annual picnics outdoors today, but as this was impossible on account of rain the gatherings were held indoors. The Methodist children had the use of their own Sunday School building. Y.M.C.A. and the old "Daily Times" building, while Knox youngsters were accommodated in the commodious Sunday School rooms. In spite of the interference with the original plans, the children thoroughly enjoyed themselves with games, competitions and other diversions. <box>26 899 168 1030</box>
headline-visit-by-achilles: VISIT BY ACHILLES <box>323 566 460 589</box>
list-subheading: United States. <box>219 1249 273 1258</box>
headline-attack-on-russia: ATTACK ON RUSSIA <box>26 52 168 75</box>
subhead: MRS E. A. E. ROSS. <box>355 702 428 711</box>
list-item: 5 Ruling Star, 9.2 ... 3 <box>469 275 540 284</box>
column-rule <box>318 48 319 1640</box>
byline: (By Telegraph—Press Association.) <box>486 399 589 406</box>
list-item: Dinky Di, 8.5 ... 2 <box>469 590 526 599</box>
list-subheading: STAFFORD HANDICAP, 6f. <box>489 685 586 694</box>
